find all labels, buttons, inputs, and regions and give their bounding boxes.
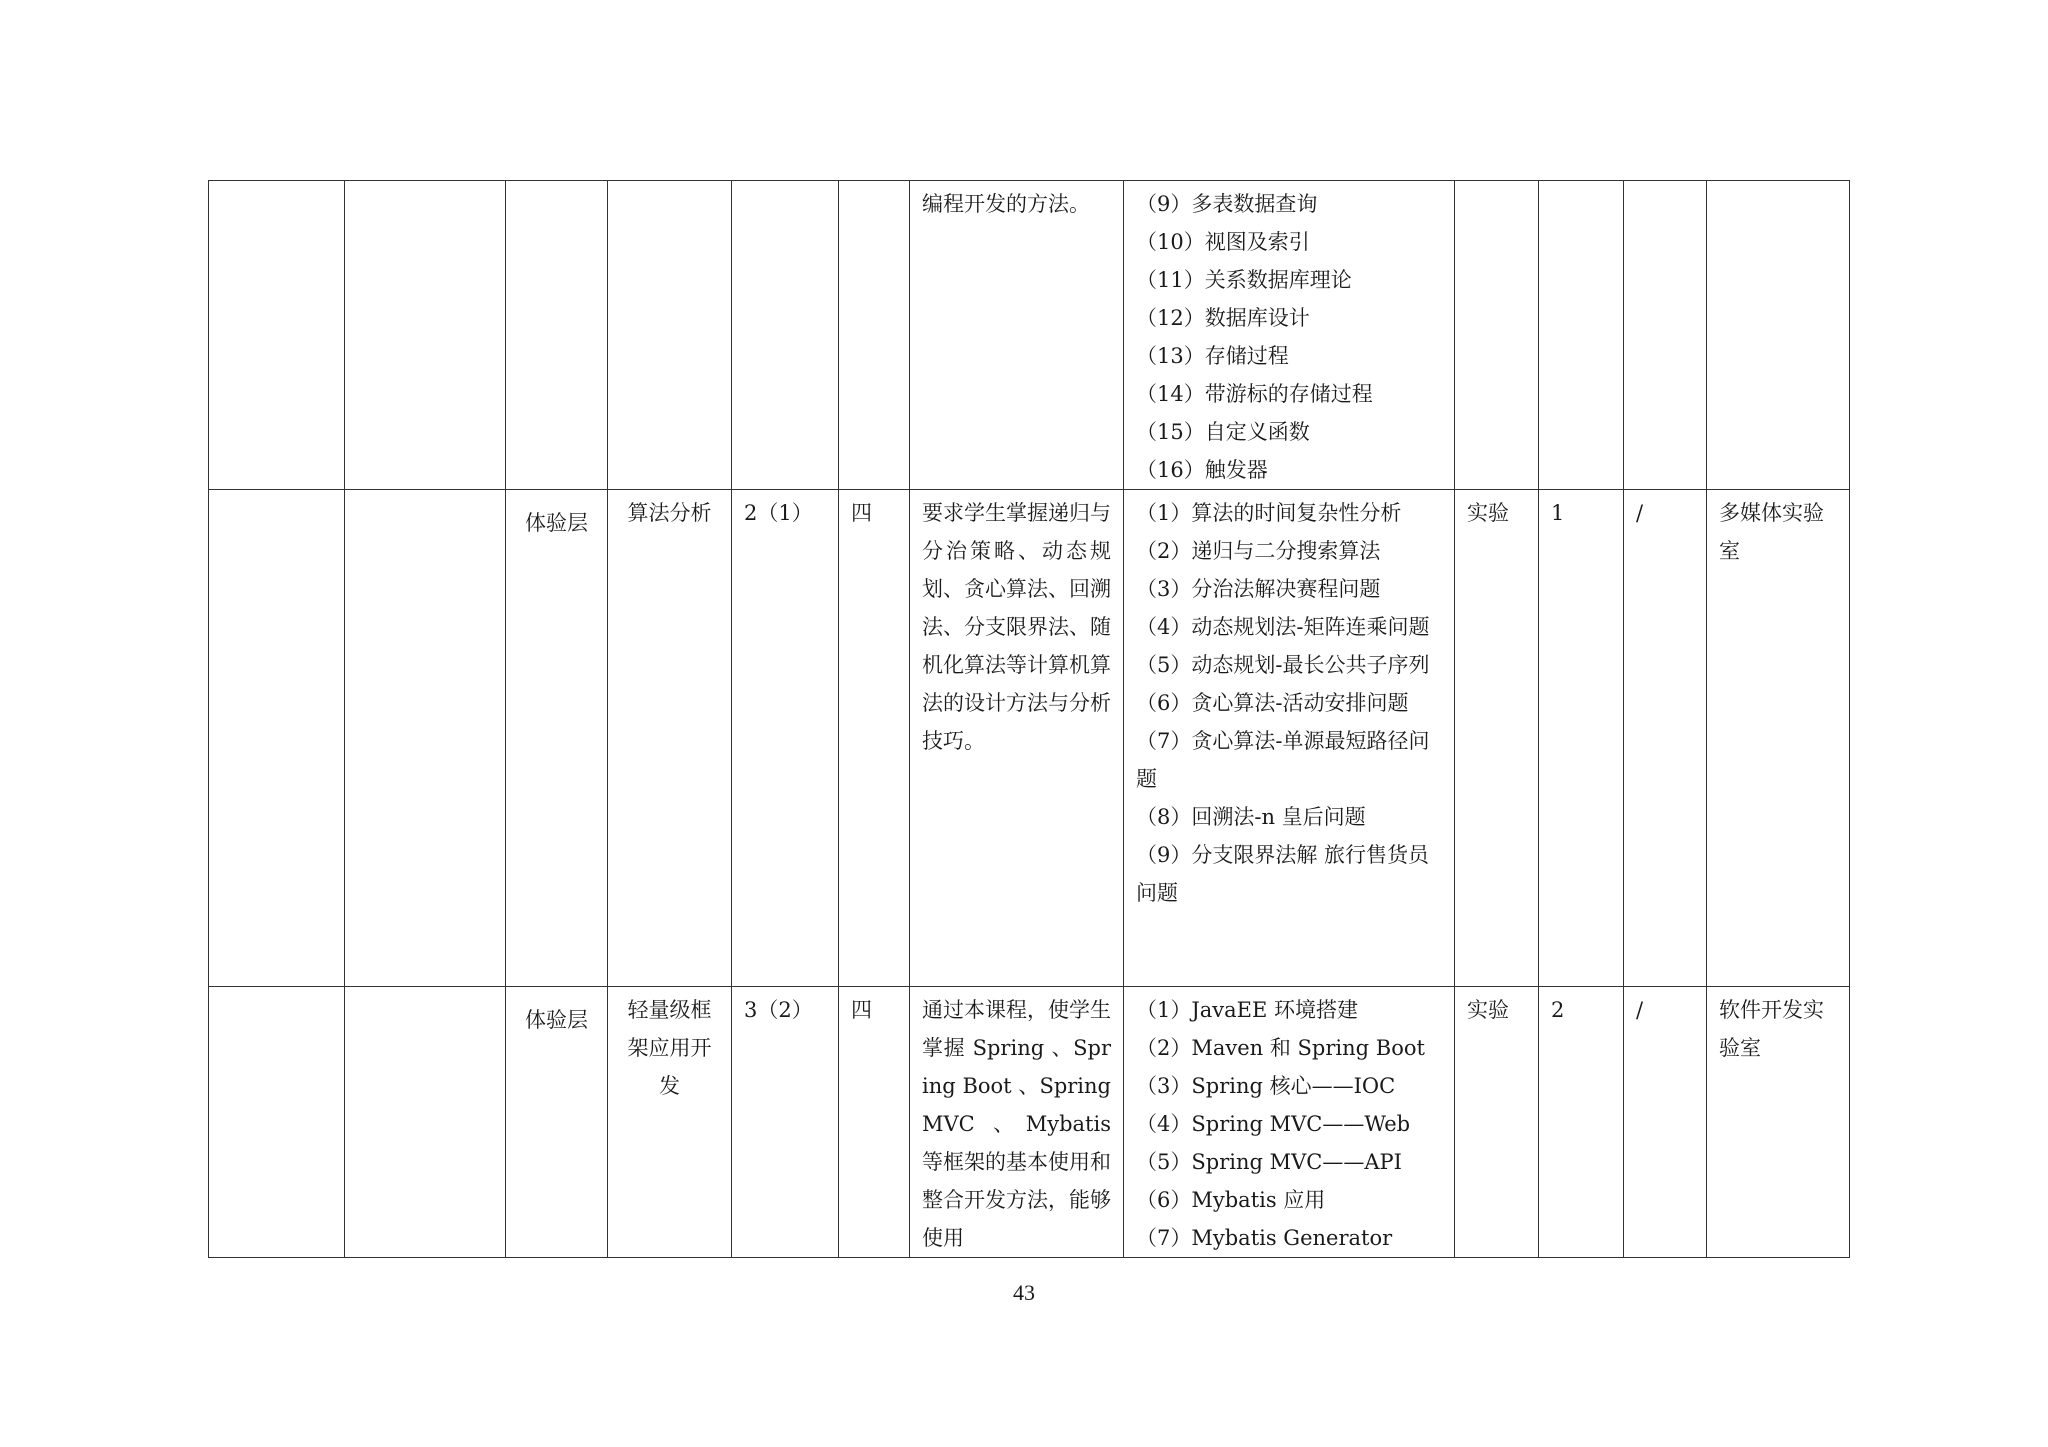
level-cell [506, 181, 608, 490]
objective-cell: 要求学生掌握递归与分治策略、动态规划、贪心算法、回溯法、分支限界法、随机化算法等计算机算法的设计方法与分析技巧。 [910, 490, 1124, 987]
location-cell: 软件开发实验室 [1707, 987, 1850, 1258]
table-row [209, 987, 1850, 1258]
blank-cell [209, 987, 345, 1258]
list-item: （4）Spring MVC——Web [1136, 1112, 1411, 1136]
blank-cell [345, 181, 506, 490]
items-cell [1124, 181, 1455, 490]
list-item: （13）存储过程 [1136, 344, 1289, 368]
blank-cell [209, 181, 345, 490]
semester-cell: 四 [839, 987, 910, 1258]
list-item: （2）递归与二分搜索算法 [1136, 539, 1381, 563]
blank-cell [345, 490, 506, 987]
level-cell: 体验层 [506, 987, 608, 1258]
table-row [209, 490, 1850, 987]
list-item: （2）Maven 和 Spring Boot [1136, 1036, 1425, 1060]
list-item: （7）贪心算法-单源最短路径问题 [1136, 729, 1430, 791]
extra-cell [1624, 181, 1707, 490]
hours-cell: 2 [1539, 987, 1624, 1258]
hours-cell [1539, 181, 1624, 490]
course-cell: 算法分析 [608, 490, 732, 987]
items-cell [1124, 987, 1455, 1258]
credits-cell [732, 181, 839, 490]
list-item: （3）分治法解决赛程问题 [1136, 577, 1381, 601]
extra-cell: / [1624, 987, 1707, 1258]
list-item: （16）触发器 [1136, 458, 1268, 482]
course-cell [608, 181, 732, 490]
list-item: （10）视图及索引 [1136, 230, 1310, 254]
list-item: （4）动态规划法-矩阵连乘问题 [1136, 615, 1430, 639]
list-item: （5）Spring MVC——API [1136, 1150, 1402, 1174]
list-item: （11）关系数据库理论 [1136, 268, 1352, 292]
list-item: （3）Spring 核心——IOC [1136, 1074, 1396, 1098]
credits-cell: 3（2） [732, 987, 839, 1258]
list-item: （5）动态规划-最长公共子序列 [1136, 653, 1430, 677]
list-item: （8）回溯法-n 皇后问题 [1136, 805, 1366, 829]
list-item: （14）带游标的存储过程 [1136, 382, 1373, 406]
page-number: 43 [1013, 1280, 1035, 1305]
items-cell [1124, 490, 1455, 987]
list-item: （7）Mybatis Generator [1136, 1226, 1393, 1250]
type-cell: 实验 [1455, 987, 1539, 1258]
level-cell: 体验层 [506, 490, 608, 987]
blank-cell [209, 490, 345, 987]
objective-cell: 编程开发的方法。 [910, 181, 1124, 490]
hours-cell: 1 [1539, 490, 1624, 987]
course-cell: 轻量级框架应用开发 [608, 987, 732, 1258]
extra-cell: / [1624, 490, 1707, 987]
list-item: （9）多表数据查询 [1136, 192, 1318, 216]
type-cell: 实验 [1455, 490, 1539, 987]
list-item: （6）Mybatis 应用 [1136, 1188, 1326, 1212]
location-cell [1707, 181, 1850, 490]
list-item: （9）分支限界法解 旅行售货员问题 [1136, 843, 1430, 905]
semester-cell [839, 181, 910, 490]
blank-cell [345, 987, 506, 1258]
table-row [209, 181, 1850, 490]
semester-cell: 四 [839, 490, 910, 987]
list-item: （15）自定义函数 [1136, 420, 1310, 444]
list-item: （1）JavaEE 环境搭建 [1136, 998, 1359, 1022]
credits-cell: 2（1） [732, 490, 839, 987]
objective-cell: 通过本课程，使学生掌握 Spring 、Spring Boot 、Spring MVC 、Mybatis 等框架的基本使用和整合开发方法，能够使用 [910, 987, 1124, 1258]
list-item: （1）算法的时间复杂性分析 [1136, 501, 1402, 525]
list-item: （12）数据库设计 [1136, 306, 1310, 330]
list-item: （6）贪心算法-活动安排问题 [1136, 691, 1409, 715]
location-cell: 多媒体实验室 [1707, 490, 1850, 987]
type-cell [1455, 181, 1539, 490]
curriculum-table [208, 180, 1850, 1258]
